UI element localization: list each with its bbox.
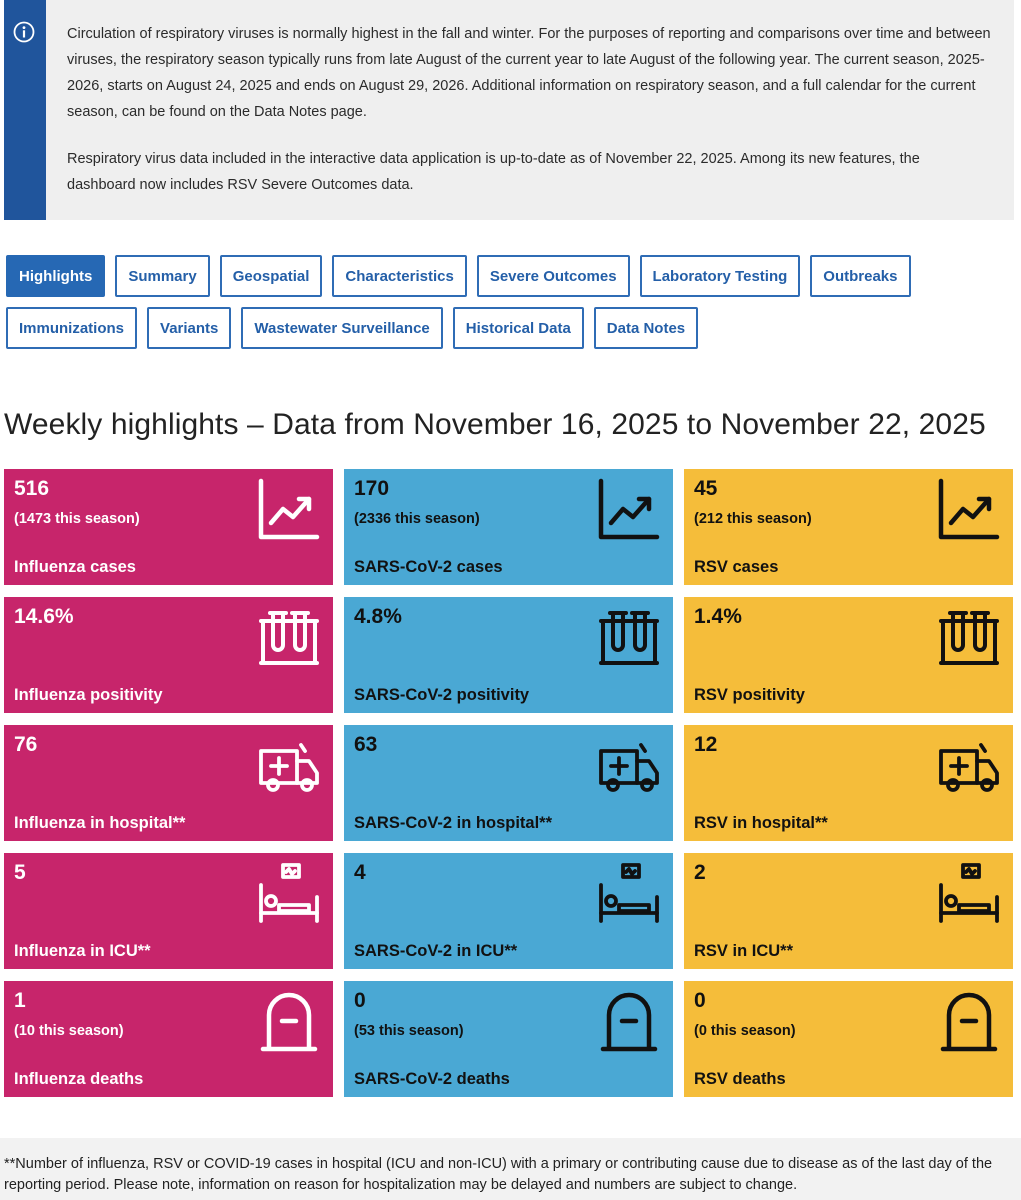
card-value: 76: [14, 733, 38, 756]
card-label: Influenza in ICU**: [14, 942, 151, 960]
trend-chart-icon: [597, 477, 661, 541]
card-value: 12: [694, 733, 718, 756]
info-icon: [13, 21, 35, 43]
card-sars-cov-2-icu: [344, 853, 673, 969]
trend-chart-icon: [937, 477, 1001, 541]
card-value: 4.8%: [354, 605, 402, 628]
card-value: 1: [14, 989, 26, 1012]
card-sars-cov-2-deaths: [344, 981, 673, 1097]
card-sars-cov-2-cases: [344, 469, 673, 585]
card-value: 63: [354, 733, 378, 756]
tab-severe-outcomes[interactable]: Severe Outcomes: [477, 255, 630, 297]
card-label: SARS-CoV-2 positivity: [354, 686, 530, 704]
tab-summary[interactable]: Summary: [115, 255, 209, 297]
info-banner: [4, 0, 1014, 220]
card-influenza-deaths: [4, 981, 333, 1097]
card-label: RSV positivity: [694, 686, 805, 704]
card-influenza-positivity: [4, 597, 333, 713]
info-banner-accent: [4, 0, 46, 220]
card-season-total: (1473 this season): [14, 511, 140, 527]
tombstone-icon: [257, 989, 321, 1053]
tombstone-icon: [937, 989, 1001, 1053]
hospital-bed-icon: [257, 861, 321, 925]
card-season-total: (212 this season): [694, 511, 812, 527]
test-tubes-icon: [257, 605, 321, 669]
card-value: 516: [14, 477, 50, 500]
card-season-total: (10 this season): [14, 1023, 124, 1039]
tab-wastewater-surveillance[interactable]: Wastewater Surveillance: [241, 307, 442, 349]
card-label: Influenza deaths: [14, 1070, 144, 1088]
card-sars-cov-2-hospital: [344, 725, 673, 841]
card-label: RSV in hospital**: [694, 814, 828, 832]
ambulance-icon: [257, 733, 321, 797]
card-label: SARS-CoV-2 in ICU**: [354, 942, 518, 960]
card-influenza-hospital: [4, 725, 333, 841]
tombstone-icon: [597, 989, 661, 1053]
card-label: RSV cases: [694, 558, 779, 576]
ambulance-icon: [937, 733, 1001, 797]
info-paragraph-season: Circulation of respiratory viruses is normally highest in the fall and winter. For the purposes of reporting and comparisons over time and between viruses, the respiratory season typically runs from late August of the current year to late August of the following year. The current season, 2025-2026, starts on August 24, 2025 and ends on August 29, 2026. Additional information on respiratory season, and a full calendar for the current season, can be found on the Data Notes page.: [67, 26, 991, 120]
card-label: RSV in ICU**: [694, 942, 794, 960]
card-season-total: (2336 this season): [354, 511, 480, 527]
card-label: SARS-CoV-2 cases: [354, 558, 503, 576]
tab-characteristics[interactable]: Characteristics: [332, 255, 466, 297]
card-value: 0: [694, 989, 706, 1012]
trend-chart-icon: [257, 477, 321, 541]
card-season-total: (53 this season): [354, 1023, 464, 1039]
info-paragraph-update: Respiratory virus data included in the interactive data application is up-to-date as of November 22, 2025. Among its new features, the dashboard now includes RSV Severe Outcomes data.: [67, 151, 920, 193]
card-rsv-cases: [684, 469, 1013, 585]
tab-historical-data[interactable]: Historical Data: [453, 307, 584, 349]
tab-row-2: [6, 307, 1011, 349]
card-label: SARS-CoV-2 deaths: [354, 1070, 510, 1088]
ambulance-icon: [597, 733, 661, 797]
card-influenza-icu: [4, 853, 333, 969]
test-tubes-icon: [597, 605, 661, 669]
card-label: SARS-CoV-2 in hospital**: [354, 814, 553, 832]
card-sars-cov-2-positivity: [344, 597, 673, 713]
tab-variants[interactable]: Variants: [147, 307, 231, 349]
card-label: Influenza positivity: [14, 686, 163, 704]
card-value: 2: [694, 861, 706, 884]
page-title: Weekly highlights – Data from November 16, 2025 to November 22, 2025: [4, 408, 986, 441]
tab-highlights[interactable]: Highlights: [6, 255, 105, 297]
card-label: RSV deaths: [694, 1070, 786, 1088]
card-value: 14.6%: [14, 605, 74, 628]
test-tubes-icon: [937, 605, 1001, 669]
card-value: 170: [354, 477, 390, 500]
card-value: 1.4%: [694, 605, 742, 628]
tab-laboratory-testing[interactable]: Laboratory Testing: [640, 255, 801, 297]
card-value: 4: [354, 861, 366, 884]
hospital-bed-icon: [597, 861, 661, 925]
info-text: [67, 21, 992, 219]
tab-immunizations[interactable]: Immunizations: [6, 307, 137, 349]
card-rsv-hospital: [684, 725, 1013, 841]
tab-outbreaks[interactable]: Outbreaks: [810, 255, 910, 297]
tab-row-1: [6, 255, 1011, 297]
card-label: Influenza in hospital**: [14, 814, 186, 832]
card-value: 45: [694, 477, 718, 500]
tab-data-notes[interactable]: Data Notes: [594, 307, 698, 349]
card-rsv-positivity: [684, 597, 1013, 713]
card-value: 5: [14, 861, 26, 884]
section-tabs: [6, 255, 1011, 359]
card-season-total: (0 this season): [694, 1023, 796, 1039]
card-rsv-icu: [684, 853, 1013, 969]
highlights-grid: [4, 469, 1014, 1099]
card-influenza-cases: [4, 469, 333, 585]
tab-geospatial[interactable]: Geospatial: [220, 255, 323, 297]
card-value: 0: [354, 989, 366, 1012]
card-rsv-deaths: [684, 981, 1013, 1097]
hospital-bed-icon: [937, 861, 1001, 925]
footnote: **Number of influenza, RSV or COVID-19 cases in hospital (ICU and non-ICU) with a primary or contributing cause due to disease as of the last day of the reporting period. Please note, information on reason for hospitalization may be delayed and numbers are subject to change.: [0, 1138, 1021, 1200]
card-label: Influenza cases: [14, 558, 136, 576]
